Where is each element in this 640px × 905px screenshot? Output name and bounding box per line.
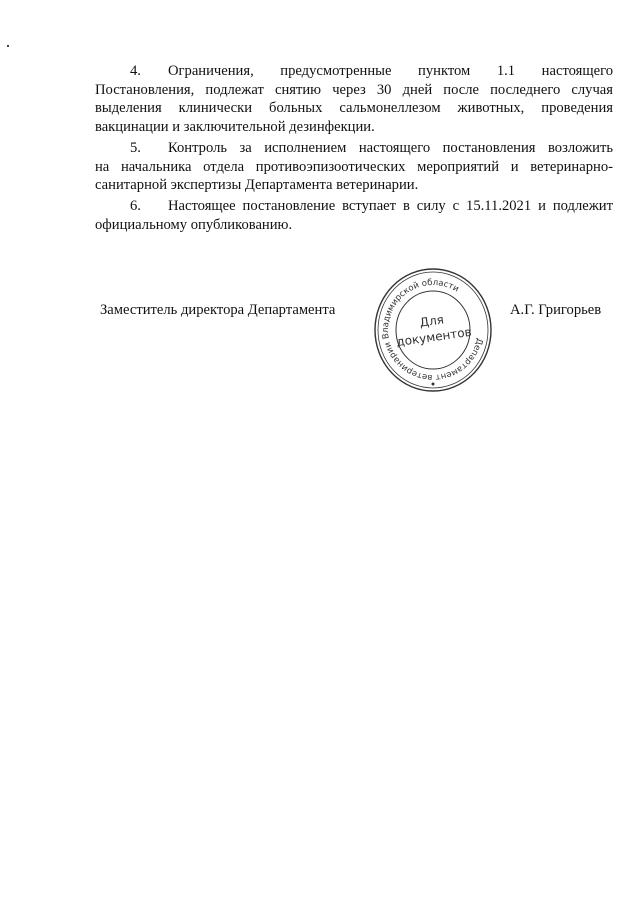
official-stamp <box>372 266 494 394</box>
paragraph-5 <box>95 139 613 195</box>
paragraph-5-first-text: Контроль за исполнением настоящего постановления возложить <box>168 140 613 156</box>
paragraph-4-first-line <box>95 62 613 81</box>
paragraph-6 <box>95 197 613 234</box>
paragraph-6-first-line <box>95 197 613 216</box>
paragraph-6-first-text: Настоящее постановление вступает в силу с 15.11.2021 и подлежит <box>168 198 613 214</box>
stamp-center-line1: Для <box>418 312 445 330</box>
paragraph-4-number: 4. <box>130 63 141 79</box>
paragraph-4-text: Постановления, подлежат снятию через 30 дней после последнего случая выделения клинически больных сальмонеллезом животных, проведения вакцинации и заключительной дезинфекции. <box>95 81 613 135</box>
signatory-name: А.Г. Григорьев <box>510 302 602 318</box>
paragraph-5-text: на начальника отдела противоэпизоотических мероприятий и ветеринарно-санитарной экспертизы Департамента ветеринарии. <box>95 158 613 193</box>
signatory-position: Заместитель директора Департамента <box>100 302 336 318</box>
paragraph-4 <box>95 62 613 136</box>
stamp-center-line2: документов <box>395 324 473 350</box>
scan-speck <box>7 45 9 47</box>
stamp-ring-text: Департамент ветеринарии Владимирской области <box>380 277 485 383</box>
paragraph-6-text: официальному опубликованию. <box>95 216 293 233</box>
paragraph-5-first-line <box>95 139 613 158</box>
paragraph-6-number: 6. <box>130 198 141 214</box>
paragraph-5-number: 5. <box>130 140 141 156</box>
paragraph-4-first-text: Ограничения, предусмотренные пунктом 1.1 настоящего <box>168 63 613 79</box>
